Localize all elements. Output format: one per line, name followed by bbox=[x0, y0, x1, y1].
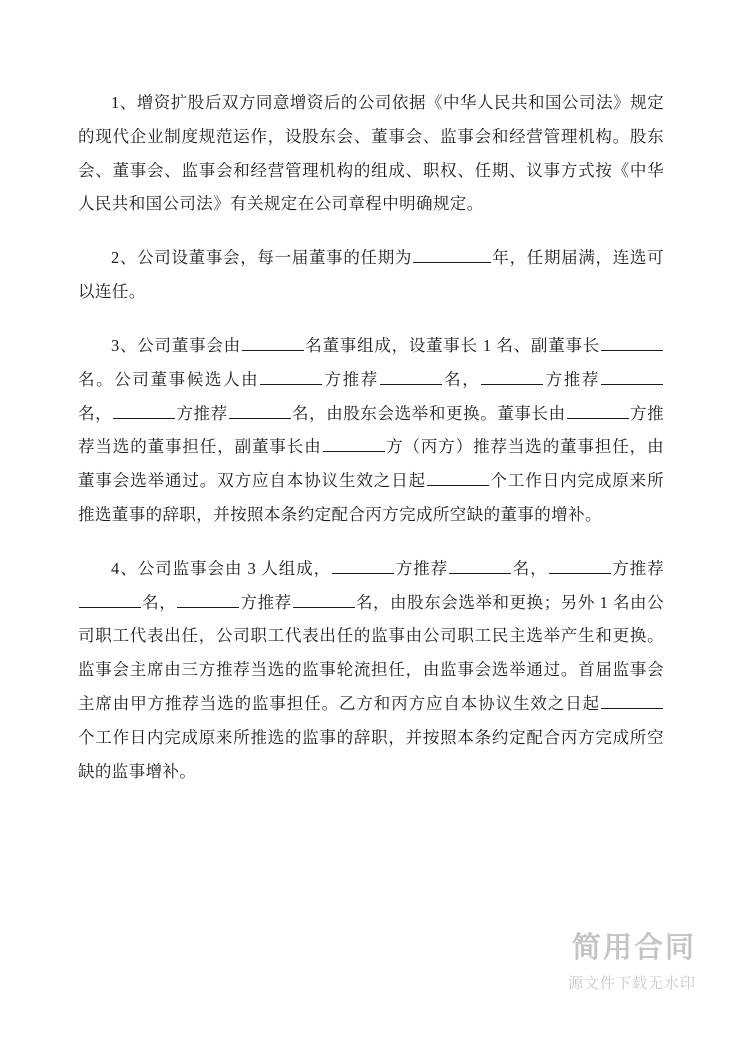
text-run: 4、公司监事会由 3 人组成， bbox=[111, 558, 332, 578]
fill-in-blank[interactable] bbox=[242, 333, 304, 351]
fill-in-blank[interactable] bbox=[481, 366, 543, 384]
fill-in-blank[interactable] bbox=[449, 555, 511, 573]
text-run: 2、公司设董事会，每一届董事的任期为 bbox=[111, 248, 413, 268]
fill-in-blank[interactable] bbox=[113, 400, 175, 418]
fill-in-blank[interactable] bbox=[177, 589, 239, 607]
text-run: 名， bbox=[512, 558, 548, 578]
fill-in-blank[interactable] bbox=[323, 434, 385, 452]
text-run: 名， bbox=[142, 592, 177, 612]
fill-in-blank[interactable] bbox=[413, 245, 491, 263]
text-run: 方推荐 bbox=[544, 369, 601, 389]
text-run: 名董事组成，设董事长 1 名、副董事长 bbox=[304, 335, 600, 355]
fill-in-blank[interactable] bbox=[229, 400, 291, 418]
text-run: 方推荐 bbox=[240, 592, 292, 612]
text-run: 名，由股东会选举和更换。董事长由 bbox=[291, 403, 566, 423]
paragraph-clause-4 bbox=[78, 552, 664, 789]
watermark-subtitle: 源文件下载无水印 bbox=[567, 976, 696, 992]
fill-in-blank[interactable] bbox=[79, 589, 141, 607]
fill-in-blank[interactable] bbox=[601, 333, 663, 351]
text-run: 方推荐 bbox=[611, 558, 665, 578]
text-run: 名， bbox=[78, 403, 113, 423]
text-run: 1、增资扩股后双方同意增资后的公司依据《中华人民共和国公司法》规定的现代企业制度规范运作，设股东会、董事会、监事会和经营管理机构。股东会、董事会、监事会和经营管理机构的组成、职权、任期、议事方式按《中华人民共和国公司法》有关规定在公司章程中明确规定。 bbox=[78, 93, 664, 214]
fill-in-blank[interactable] bbox=[260, 366, 322, 384]
fill-in-blank[interactable] bbox=[549, 555, 611, 573]
fill-in-blank[interactable] bbox=[293, 589, 355, 607]
text-run: 个工作日内完成原来所推选的监事的辞职，并按照本条约定配合丙方完成所空缺的监事增补。 bbox=[78, 727, 664, 781]
fill-in-blank[interactable] bbox=[567, 400, 629, 418]
fill-in-blank[interactable] bbox=[332, 555, 394, 573]
text-run: 方推荐 bbox=[323, 369, 379, 389]
fill-in-blank[interactable] bbox=[427, 468, 489, 486]
fill-in-blank[interactable] bbox=[380, 366, 442, 384]
text-run: 方（丙方）推荐当选的董事担任，由董事会选举通过。双方应自本协议生效之日起 bbox=[78, 437, 664, 491]
text-run: 名。公司董事候选人由 bbox=[78, 369, 260, 389]
watermark-title: 简用合同 bbox=[571, 932, 696, 965]
text-run: 3、公司董事会由 bbox=[111, 335, 241, 355]
text-run: 名，由股东会选举和更换；另外 1 名由公司职工代表出任，公司职工代表出任的监事由公司职工民主选举产生和更换。监事会主席由三方推荐当选的监事轮流担任，由监事会选举通过。首届监事会主席由甲方推荐当选的监事担任。乙方和丙方应自本协议生效之日起 bbox=[78, 592, 664, 713]
text-run: 年，任期届满，连选可以连任。 bbox=[78, 248, 664, 302]
text-run: 方推荐 bbox=[395, 558, 449, 578]
text-run: 方推荐当选的董事担任，副董事长由 bbox=[78, 403, 664, 457]
text-run: 个工作日内完成原来所推选董事的辞职，并按照本条约定配合丙方完成所空缺的董事的增补。 bbox=[78, 471, 664, 524]
paragraph-clause-1 bbox=[78, 86, 664, 221]
text-run: 名， bbox=[442, 369, 481, 389]
document-body bbox=[78, 86, 664, 788]
fill-in-blank[interactable] bbox=[601, 691, 663, 709]
fill-in-blank[interactable] bbox=[601, 366, 663, 384]
watermark bbox=[568, 931, 696, 993]
paragraph-clause-3 bbox=[78, 329, 664, 532]
paragraph-clause-2 bbox=[78, 241, 664, 309]
text-run: 方推荐 bbox=[176, 403, 228, 423]
